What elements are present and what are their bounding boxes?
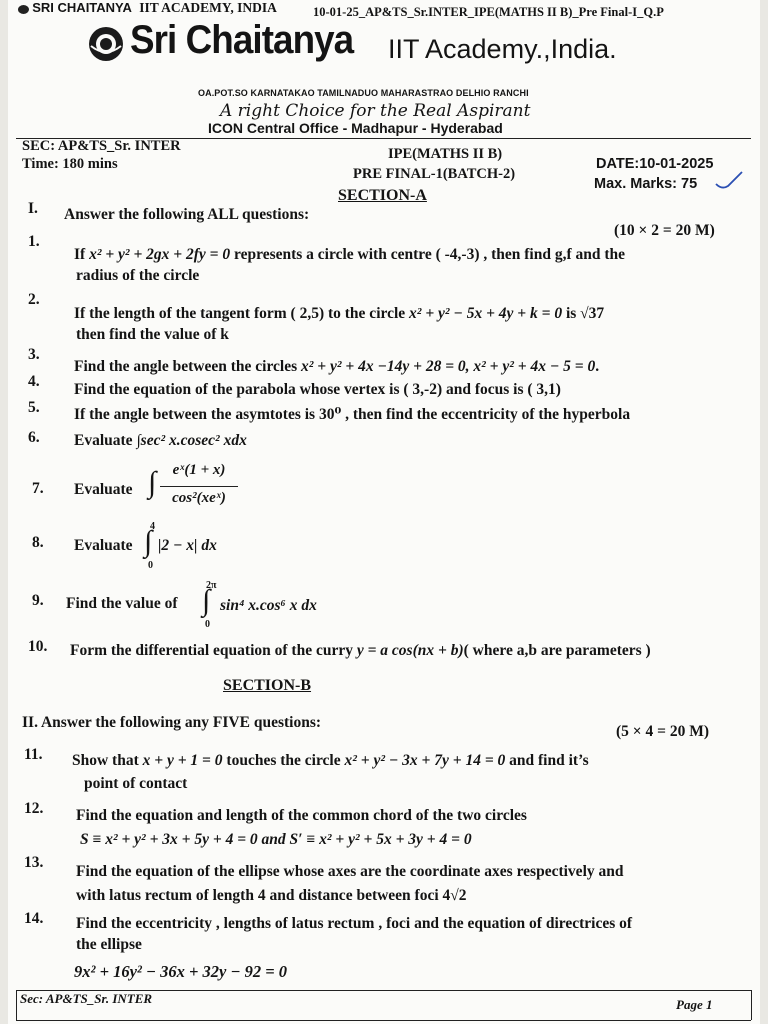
q7-fraction-bar	[160, 486, 238, 487]
q3-math: x² + y² + 4x −14y + 28 = 0, x² + y² + 4x − 5 = 0	[301, 358, 596, 375]
q12-math: S ≡ x² + y² + 3x + 5y + 4 = 0 and S′ ≡ x² + y² + 5x + 3y + 4 = 0	[80, 831, 472, 848]
question-paper-page	[8, 0, 760, 1024]
q1-line2: radius of the circle	[76, 267, 200, 284]
section-b-roman: II.	[22, 714, 38, 731]
section-a-marks: (10 × 2 = 20 M)	[614, 222, 715, 239]
q3-text-a: Find the angle between the circles	[74, 358, 302, 375]
q2-math: x² + y² − 5x + 4y + k = 0	[409, 305, 563, 322]
exam-date: DATE:10-01-2025	[596, 156, 714, 172]
time-allowed: Time: 180 mins	[22, 156, 118, 172]
q14-math: 9x² + 16y² − 36x + 32y − 92 = 0	[74, 962, 287, 981]
q11-text-b: touches the circle	[222, 752, 345, 769]
q6-math: ∫sec² x.cosec² xdx	[136, 432, 247, 449]
q3-number: 3.	[28, 346, 40, 363]
tagline: A right Choice for the Real Aspirant	[220, 101, 531, 121]
q8-upper-limit: 4	[150, 521, 155, 532]
checkmark-icon	[714, 170, 744, 192]
q7-number: 7.	[32, 480, 44, 497]
q6-number: 6.	[28, 429, 40, 446]
q8-lower-limit: 0	[148, 560, 153, 571]
q2-text-a: If the length of the tangent form ( 2,5) to the circle	[74, 305, 410, 322]
q4-line1: Find the equation of the parabola whose vertex is ( 3,-2) and focus is ( 3,1)	[74, 381, 561, 398]
q2-text-b: is √37	[562, 305, 605, 322]
section-b-instruction: Answer the following any FIVE questions:	[40, 714, 322, 731]
top-strip	[18, 0, 277, 16]
q10-number: 10.	[28, 638, 48, 655]
q12-number: 12.	[24, 800, 44, 817]
q14-number: 14.	[24, 910, 44, 927]
q11-math-b: x² + y² − 3x + 7y + 14 = 0	[344, 752, 506, 769]
q2-number: 2.	[28, 291, 40, 308]
q8-math: |2 − x| dx	[158, 537, 217, 554]
q1-math: x² + y² + 2gx + 2fy = 0	[89, 246, 231, 263]
q13-line1: Find the equation of the ellipse whose axes are the coordinate axes respectively and	[76, 863, 624, 880]
q4-number: 4.	[28, 373, 40, 390]
q7-integral-sign: ∫	[148, 466, 157, 499]
footer-bottom-rule	[16, 1020, 751, 1021]
q11-text-c: and find it’s	[505, 752, 589, 769]
q9-lower-limit: 0	[205, 619, 210, 630]
q5-number: 5.	[28, 399, 40, 416]
q5-line1: If the angle between the asymtotes is 30⁰ , then find the eccentricity of the hyperbola	[74, 406, 631, 423]
brand-suffix: IIT Academy.,India.	[388, 34, 617, 64]
q14-line1: Find the eccentricity , lengths of latus rectum , foci and the equation of directrices of	[76, 915, 633, 932]
q9-integral-sign: ∫	[202, 584, 211, 617]
top-academy: IIT ACADEMY, INDIA	[139, 0, 277, 15]
q11-line1	[72, 751, 589, 770]
section-a-title: SECTION-A	[338, 187, 427, 204]
mini-logo-icon	[18, 5, 29, 14]
q10-math: y = a cos(nx + b)	[356, 642, 464, 659]
q11-line2: point of contact	[84, 775, 188, 792]
q10-line1	[70, 641, 651, 660]
section-a-instruction: Answer the following ALL questions:	[64, 206, 310, 223]
section-b-title: SECTION-B	[223, 677, 312, 694]
q8-integral-sign: ∫	[144, 525, 153, 558]
section-a-roman: I.	[28, 200, 38, 217]
q8-label: Evaluate	[74, 537, 133, 554]
sri-chaitanya-logo-icon	[86, 24, 126, 64]
q13-line2: with latus rectum of length 4 and distance between foci 4√2	[76, 887, 467, 904]
q6-text-a: Evaluate	[74, 432, 137, 449]
q1-text-a: If	[74, 246, 90, 263]
footer-left-border	[16, 990, 17, 1020]
q7-numerator: eˣ(1 + x)	[172, 462, 226, 478]
brand-name: Sri Chaitanya	[130, 18, 354, 62]
section-b-marks: (5 × 4 = 20 M)	[616, 723, 709, 740]
q10-text-b: ( where a,b are parameters )	[463, 642, 651, 659]
q10-text-a: Form the differential equation of the curry	[70, 642, 357, 659]
q13-number: 13.	[24, 854, 44, 871]
q1-text-b: represents a circle with centre ( -4,-3) , then find g,f and the	[230, 246, 626, 263]
q9-upper-limit: 2π	[206, 580, 217, 591]
q12-line1: Find the equation and length of the common chord of the two circles	[76, 807, 527, 824]
central-office: ICON Central Office - Madhapur - Hyderabad	[208, 120, 503, 136]
footer-page-number: Page 1	[676, 997, 713, 1012]
paper-code: 10-01-25_AP&TS_Sr.INTER_IPE(MATHS II B)_Pre Final-I_Q.P	[313, 5, 664, 19]
q14-line2: the ellipse	[76, 936, 142, 953]
q1-number: 1.	[28, 233, 40, 250]
footer-sec: Sec: AP&TS_Sr. INTER	[20, 991, 153, 1006]
q3-line1	[74, 357, 599, 376]
q9-label: Find the value of	[66, 595, 178, 612]
max-marks: Max. Marks: 75	[594, 176, 698, 192]
q6-line1	[74, 431, 247, 450]
q11-text-a: Show that	[72, 752, 143, 769]
q11-math-a: x + y + 1 = 0	[142, 752, 223, 769]
q3-text-b: .	[595, 358, 600, 375]
q9-number: 9.	[32, 592, 44, 609]
q7-denominator: cos²(xeˣ)	[172, 490, 226, 506]
section-code: SEC: AP&TS_Sr. INTER	[22, 138, 181, 154]
q7-label: Evaluate	[74, 481, 133, 498]
top-brand: SRI CHAITANYA	[32, 0, 132, 15]
q2-line2: then find the value of k	[76, 326, 229, 343]
exam-name: PRE FINAL-1(BATCH-2)	[353, 166, 516, 182]
footer-right-border	[751, 990, 752, 1020]
subject: IPE(MATHS II B)	[388, 146, 503, 162]
q11-number: 11.	[24, 746, 43, 763]
states-list: OA.POT.SO KARNATAKAO TAMILNADUO MAHARASTRAO DELHIO RANCHI	[198, 88, 529, 98]
section-b-instruction-row	[22, 714, 321, 732]
q8-number: 8.	[32, 534, 44, 551]
q9-math: sin⁴ x.cos⁶ x dx	[220, 597, 317, 614]
q2-line1	[74, 304, 604, 323]
q1-line1	[74, 245, 625, 264]
